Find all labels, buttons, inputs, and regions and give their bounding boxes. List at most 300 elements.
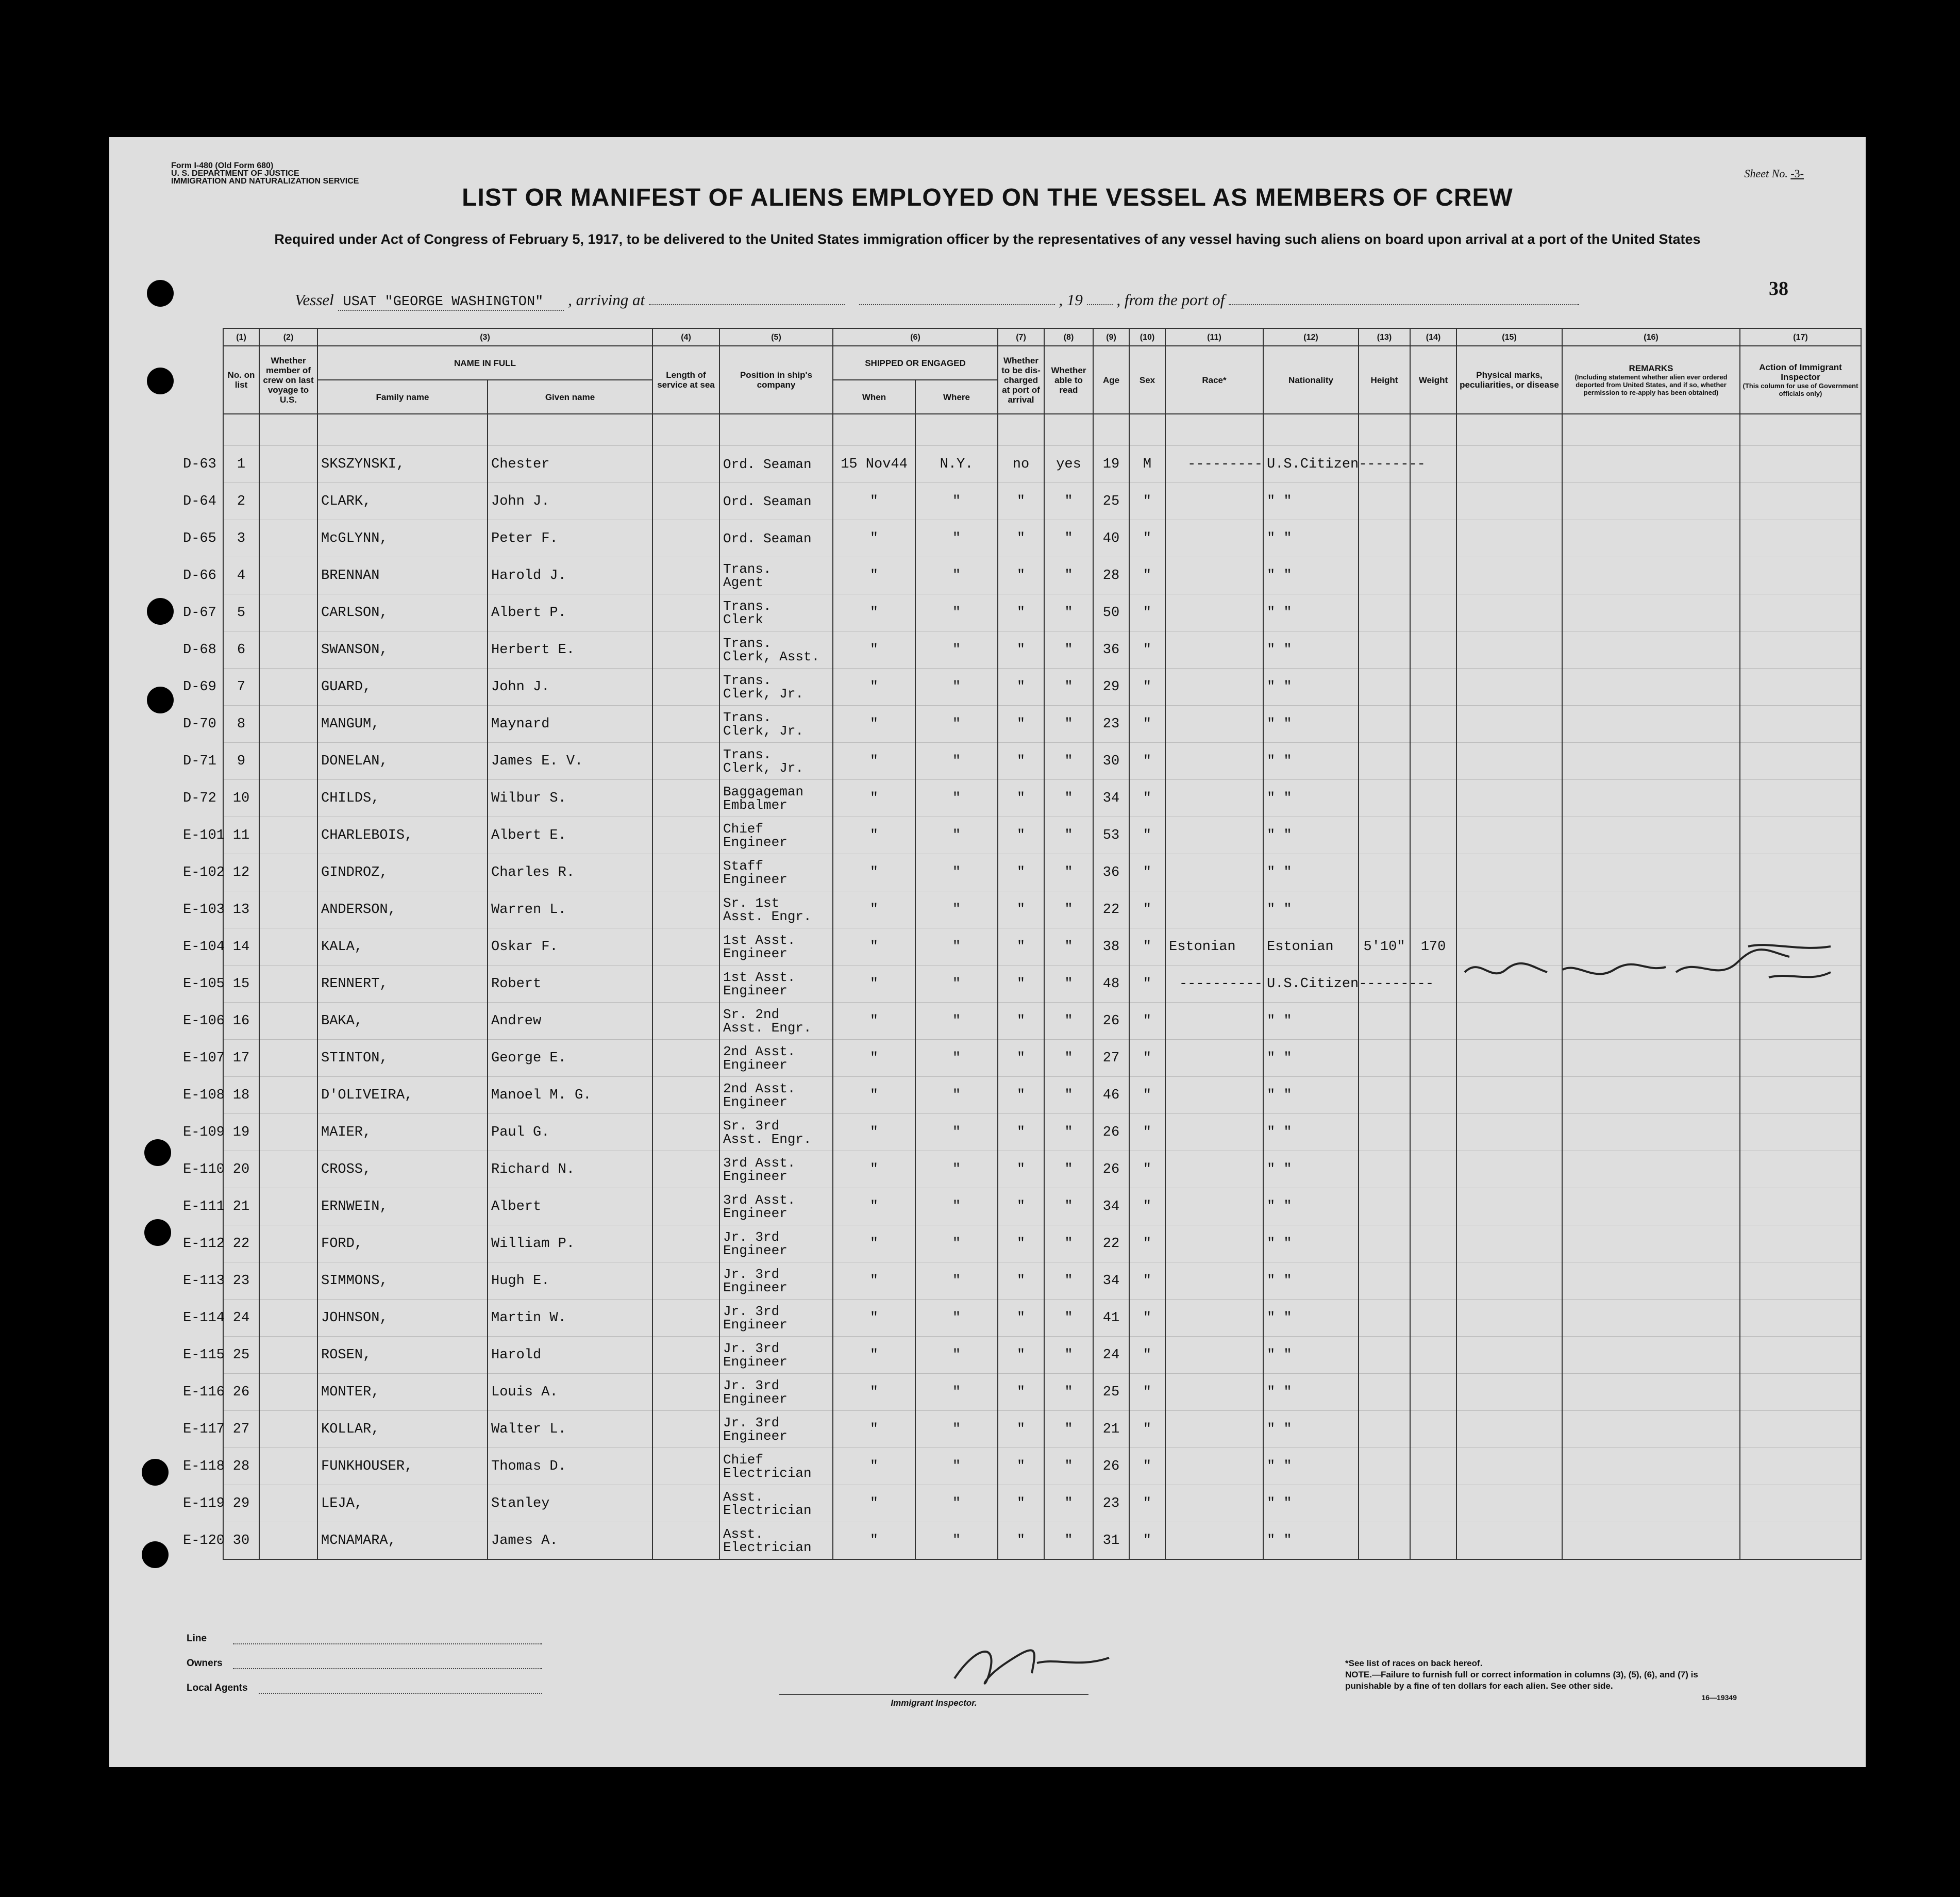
crew-row <box>183 1300 1861 1337</box>
margin-code: E-115 <box>183 1347 225 1363</box>
given-name: James A. <box>488 1522 652 1560</box>
given-name: Richard N. <box>488 1151 652 1188</box>
crew-last-voyage <box>259 594 317 631</box>
remarks <box>1562 483 1740 520</box>
agents-field <box>259 1692 542 1694</box>
weight <box>1410 1300 1456 1337</box>
footer-notes <box>1345 1658 1737 1703</box>
able-to-read: " <box>1044 1225 1093 1262</box>
shipped-when: " <box>833 1485 915 1522</box>
crew-last-voyage <box>259 669 317 706</box>
inspector-action <box>1740 780 1861 817</box>
sex: " <box>1129 594 1165 631</box>
height <box>1359 1188 1410 1225</box>
family-name: CHILDS, <box>317 780 488 817</box>
given-name: Herbert E. <box>488 631 652 669</box>
age: 26 <box>1093 1151 1129 1188</box>
remarks <box>1562 1374 1740 1411</box>
handwritten-remark-row-14 <box>1460 941 1841 998</box>
remarks <box>1562 520 1740 557</box>
able-to-read: " <box>1044 1300 1093 1337</box>
physical-marks <box>1456 854 1562 891</box>
header-action <box>1740 346 1861 414</box>
given-name: Harold J. <box>488 557 652 594</box>
sex: " <box>1129 817 1165 854</box>
row-number: 7 <box>223 669 259 706</box>
age: 22 <box>1093 891 1129 928</box>
remarks <box>1562 1337 1740 1374</box>
header-sex: Sex <box>1129 346 1165 414</box>
inspector-action <box>1740 669 1861 706</box>
position-line-1: Trans. <box>723 561 772 577</box>
crew-row <box>183 557 1861 594</box>
col-6-number: (6) <box>833 328 998 346</box>
nationality: " " <box>1263 1411 1359 1448</box>
nationality: " " <box>1263 1151 1359 1188</box>
inspector-action <box>1740 1522 1861 1560</box>
able-to-read: yes <box>1044 446 1093 483</box>
position-line-1: Jr. 3rd <box>723 1377 780 1393</box>
height <box>1359 743 1410 780</box>
able-to-read: " <box>1044 594 1093 631</box>
sex: " <box>1129 1448 1165 1485</box>
height <box>1359 1225 1410 1262</box>
punch-hole <box>142 1541 169 1568</box>
remarks <box>1562 1077 1740 1114</box>
age: 26 <box>1093 1448 1129 1485</box>
margin-code: E-110 <box>183 1161 225 1177</box>
crew-last-voyage <box>259 1300 317 1337</box>
length-service <box>652 817 719 854</box>
shipped-where: " <box>915 928 998 966</box>
height <box>1359 669 1410 706</box>
row-number: 3 <box>223 520 259 557</box>
position <box>719 594 833 631</box>
sex: " <box>1129 1114 1165 1151</box>
race <box>1165 631 1263 669</box>
weight <box>1410 631 1456 669</box>
row-number: 9 <box>223 743 259 780</box>
discharged: " <box>998 1485 1044 1522</box>
remarks <box>1562 594 1740 631</box>
line-label: Line <box>187 1633 207 1644</box>
row-number: 11 <box>223 817 259 854</box>
shipped-when: " <box>833 928 915 966</box>
position-line-1: 1st Asst. <box>723 969 796 985</box>
inspector-action <box>1740 1485 1861 1522</box>
remarks <box>1562 446 1740 483</box>
col-11-number: (11) <box>1165 328 1263 346</box>
physical-marks <box>1456 743 1562 780</box>
remarks <box>1562 780 1740 817</box>
row-number: 18 <box>223 1077 259 1114</box>
family-name: GUARD, <box>317 669 488 706</box>
margin-code: D-63 <box>183 456 216 472</box>
margin-code: E-117 <box>183 1421 225 1437</box>
able-to-read: " <box>1044 1411 1093 1448</box>
nationality: " " <box>1263 1262 1359 1300</box>
race: Estonian <box>1165 928 1263 966</box>
punch-hole <box>144 1219 171 1246</box>
position-line-1: Jr. 3rd <box>723 1340 780 1356</box>
age: 24 <box>1093 1337 1129 1374</box>
discharged: " <box>998 1188 1044 1225</box>
shipped-where: " <box>915 743 998 780</box>
weight <box>1410 854 1456 891</box>
header-nationality: Nationality <box>1263 346 1359 414</box>
discharged: " <box>998 669 1044 706</box>
inspector-action <box>1740 1448 1861 1485</box>
department-name: U. S. DEPARTMENT OF JUSTICE <box>171 169 299 178</box>
shipped-where: " <box>915 520 998 557</box>
margin-code: E-108 <box>183 1087 225 1103</box>
action-title: Action of Immigrant Inspector <box>1759 362 1842 382</box>
length-service <box>652 1225 719 1262</box>
shipped-where: " <box>915 1485 998 1522</box>
height <box>1359 1485 1410 1522</box>
remarks <box>1562 854 1740 891</box>
header-length-service: Length of service at sea <box>652 346 719 414</box>
service-name: IMMIGRATION AND NATURALIZATION SERVICE <box>171 177 359 186</box>
remarks <box>1562 631 1740 669</box>
margin-code: E-105 <box>183 976 225 992</box>
crew-last-voyage <box>259 743 317 780</box>
shipped-where: " <box>915 1077 998 1114</box>
height <box>1359 1448 1410 1485</box>
sex: " <box>1129 1003 1165 1040</box>
weight <box>1410 483 1456 520</box>
crew-row <box>183 594 1861 631</box>
crew-row <box>183 520 1861 557</box>
header-spacer-row <box>183 414 1861 446</box>
physical-marks <box>1456 706 1562 743</box>
shipped-when: " <box>833 1522 915 1560</box>
col-8-number: (8) <box>1044 328 1093 346</box>
weight <box>1410 1374 1456 1411</box>
col-5-number: (5) <box>719 328 833 346</box>
length-service <box>652 1077 719 1114</box>
shipped-when: " <box>833 891 915 928</box>
height <box>1359 520 1410 557</box>
position-line-2: Asst. Engr. <box>723 1131 812 1147</box>
family-name: LEJA, <box>317 1485 488 1522</box>
race <box>1165 817 1263 854</box>
shipped-when: " <box>833 1448 915 1485</box>
penalty-note: NOTE.—Failure to furnish full or correct information in columns (3), (5), (6), and (7) is punishable by a fine of ten dollars for each alien. See other side. <box>1345 1670 1698 1691</box>
crew-row <box>183 706 1861 743</box>
col-9-number: (9) <box>1093 328 1129 346</box>
family-name: SKSZYNSKI, <box>317 446 488 483</box>
length-service <box>652 1374 719 1411</box>
row-number: 25 <box>223 1337 259 1374</box>
row-number: 29 <box>223 1485 259 1522</box>
length-service <box>652 1262 719 1300</box>
age: 34 <box>1093 1188 1129 1225</box>
margin-code: E-114 <box>183 1310 225 1326</box>
row-number: 16 <box>223 1003 259 1040</box>
shipped-when: " <box>833 669 915 706</box>
remarks <box>1562 1485 1740 1522</box>
given-name: Paul G. <box>488 1114 652 1151</box>
length-service <box>652 669 719 706</box>
given-name: Albert <box>488 1188 652 1225</box>
sex: " <box>1129 1337 1165 1374</box>
able-to-read: " <box>1044 1448 1093 1485</box>
row-number: 15 <box>223 966 259 1003</box>
crew-row <box>183 669 1861 706</box>
shipped-where: " <box>915 1448 998 1485</box>
height <box>1359 1522 1410 1560</box>
height <box>1359 594 1410 631</box>
given-name: Walter L. <box>488 1411 652 1448</box>
nationality: " " <box>1263 594 1359 631</box>
position <box>719 1003 833 1040</box>
age: 53 <box>1093 817 1129 854</box>
discharged: " <box>998 1040 1044 1077</box>
sex: " <box>1129 1411 1165 1448</box>
able-to-read: " <box>1044 520 1093 557</box>
inspector-action <box>1740 817 1861 854</box>
shipped-where: " <box>915 1522 998 1560</box>
family-name: ROSEN, <box>317 1337 488 1374</box>
punch-hole <box>147 280 174 307</box>
race <box>1165 557 1263 594</box>
shipped-when: " <box>833 1151 915 1188</box>
discharged: " <box>998 966 1044 1003</box>
row-number: 22 <box>223 1225 259 1262</box>
position-line-1: Chief <box>723 1452 764 1468</box>
inspector-action <box>1740 706 1861 743</box>
weight <box>1410 1114 1456 1151</box>
nationality: " " <box>1263 1114 1359 1151</box>
shipped-where: " <box>915 1188 998 1225</box>
nationality: " " <box>1263 1040 1359 1077</box>
shipped-where: " <box>915 594 998 631</box>
sex: " <box>1129 1300 1165 1337</box>
remarks <box>1562 743 1740 780</box>
race <box>1165 1448 1263 1485</box>
position-line-1: 3rd Asst. <box>723 1192 796 1208</box>
height <box>1359 891 1410 928</box>
race <box>1165 483 1263 520</box>
position-line-2: Asst. Engr. <box>723 908 812 924</box>
position-line-2: Clerk <box>723 611 764 627</box>
crew-row <box>183 854 1861 891</box>
given-name: Manoel M. G. <box>488 1077 652 1114</box>
position-line-2: Clerk, Asst. <box>723 648 820 664</box>
race <box>1165 520 1263 557</box>
length-service <box>652 1485 719 1522</box>
crew-row <box>183 1374 1861 1411</box>
height <box>1359 1337 1410 1374</box>
given-name: John J. <box>488 483 652 520</box>
weight <box>1410 594 1456 631</box>
age: 41 <box>1093 1300 1129 1337</box>
race <box>1165 1337 1263 1374</box>
age: 26 <box>1093 1003 1129 1040</box>
physical-marks <box>1456 483 1562 520</box>
sex: " <box>1129 1485 1165 1522</box>
weight <box>1410 1225 1456 1262</box>
able-to-read: " <box>1044 966 1093 1003</box>
position-line-1: Ord. Seaman <box>723 456 812 472</box>
physical-marks <box>1456 1188 1562 1225</box>
position-line-1: Ord. Seaman <box>723 493 812 509</box>
shipped-when: " <box>833 1188 915 1225</box>
race <box>1165 1485 1263 1522</box>
position-line-1: Asst. <box>723 1489 764 1505</box>
family-name: STINTON, <box>317 1040 488 1077</box>
weight <box>1410 1522 1456 1560</box>
position-line-2: Engineer <box>723 1094 788 1110</box>
position <box>719 817 833 854</box>
header-weight: Weight <box>1410 346 1456 414</box>
given-name: Stanley <box>488 1485 652 1522</box>
header-age: Age <box>1093 346 1129 414</box>
margin-code: E-103 <box>183 902 225 918</box>
discharged: " <box>998 483 1044 520</box>
margin-code: D-71 <box>183 753 216 769</box>
crew-last-voyage <box>259 891 317 928</box>
col-14-number: (14) <box>1410 328 1456 346</box>
margin-code: E-107 <box>183 1050 225 1066</box>
nationality: " " <box>1263 891 1359 928</box>
col-17-number: (17) <box>1740 328 1861 346</box>
position-line-1: Chief <box>723 821 764 837</box>
position <box>719 1040 833 1077</box>
position-line-2: Electrician <box>723 1539 812 1555</box>
sex: " <box>1129 520 1165 557</box>
shipped-when: " <box>833 1225 915 1262</box>
age: 46 <box>1093 1077 1129 1114</box>
shipped-when: " <box>833 594 915 631</box>
margin-code: D-65 <box>183 530 216 546</box>
family-name: CHARLEBOIS, <box>317 817 488 854</box>
able-to-read: " <box>1044 817 1093 854</box>
row-number: 28 <box>223 1448 259 1485</box>
crew-row <box>183 817 1861 854</box>
position-line-1: Jr. 3rd <box>723 1415 780 1430</box>
position-line-2: Engineer <box>723 1057 788 1073</box>
margin-code: E-106 <box>183 1013 225 1029</box>
physical-marks <box>1456 780 1562 817</box>
family-name: KALA, <box>317 928 488 966</box>
remarks <box>1562 817 1740 854</box>
position-line-2: Engineer <box>723 1242 788 1258</box>
age: 31 <box>1093 1522 1129 1560</box>
inspector-action <box>1740 557 1861 594</box>
row-number: 8 <box>223 706 259 743</box>
margin-code: D-66 <box>183 568 216 584</box>
vessel-line <box>295 291 1579 310</box>
action-note: (This column for use of Government officials only) <box>1743 382 1858 397</box>
age: 23 <box>1093 706 1129 743</box>
margin-code: E-119 <box>183 1495 225 1511</box>
nationality: " " <box>1263 743 1359 780</box>
margin-code: E-104 <box>183 939 225 955</box>
row-number: 13 <box>223 891 259 928</box>
page-number: 38 <box>1769 278 1788 299</box>
crew-row <box>183 1262 1861 1300</box>
given-name: George E. <box>488 1040 652 1077</box>
physical-marks <box>1456 1448 1562 1485</box>
height <box>1359 631 1410 669</box>
given-name: Maynard <box>488 706 652 743</box>
length-service <box>652 706 719 743</box>
family-name: D'OLIVEIRA, <box>317 1077 488 1114</box>
row-number: 4 <box>223 557 259 594</box>
sex: " <box>1129 483 1165 520</box>
shipped-where: " <box>915 1225 998 1262</box>
age: 48 <box>1093 966 1129 1003</box>
race <box>1165 743 1263 780</box>
col-15-number: (15) <box>1456 328 1562 346</box>
shipped-when: " <box>833 483 915 520</box>
discharged: no <box>998 446 1044 483</box>
remarks-title: REMARKS <box>1629 363 1673 373</box>
given-name: Harold <box>488 1337 652 1374</box>
weight <box>1410 706 1456 743</box>
able-to-read: " <box>1044 1337 1093 1374</box>
nationality: " " <box>1263 706 1359 743</box>
margin-code: E-116 <box>183 1384 225 1400</box>
nationality: Estonian <box>1263 928 1359 966</box>
line-field <box>233 1642 542 1644</box>
punch-hole <box>147 368 174 394</box>
length-service <box>652 1188 719 1225</box>
position <box>719 669 833 706</box>
age: 30 <box>1093 743 1129 780</box>
inspector-action <box>1740 854 1861 891</box>
race: ---------- <box>1165 966 1263 1003</box>
length-service <box>652 1151 719 1188</box>
position <box>719 743 833 780</box>
discharged: " <box>998 1262 1044 1300</box>
shipped-where: N.Y. <box>915 446 998 483</box>
position-line-1: 2nd Asst. <box>723 1080 796 1096</box>
age: 26 <box>1093 1114 1129 1151</box>
col-13-number: (13) <box>1359 328 1410 346</box>
sheet-label: Sheet No. <box>1744 167 1788 180</box>
margin-code: D-70 <box>183 716 216 732</box>
discharged: " <box>998 817 1044 854</box>
inspector-action <box>1740 1003 1861 1040</box>
col-1-number: (1) <box>223 328 259 346</box>
position-line-1: Ord. Seaman <box>723 530 812 546</box>
race <box>1165 780 1263 817</box>
physical-marks <box>1456 891 1562 928</box>
race <box>1165 1151 1263 1188</box>
length-service <box>652 891 719 928</box>
age: 28 <box>1093 557 1129 594</box>
crew-last-voyage <box>259 1040 317 1077</box>
crew-last-voyage <box>259 446 317 483</box>
discharged: " <box>998 928 1044 966</box>
print-code: 16—19349 <box>1701 1693 1737 1702</box>
header-physical-marks: Physical marks, peculiarities, or disease <box>1456 346 1562 414</box>
position-line-1: Jr. 3rd <box>723 1229 780 1245</box>
family-name: SIMMONS, <box>317 1262 488 1300</box>
year-label: , 19 <box>1059 291 1083 309</box>
length-service <box>652 520 719 557</box>
age: 25 <box>1093 483 1129 520</box>
crew-last-voyage <box>259 1337 317 1374</box>
race <box>1165 854 1263 891</box>
form-identifier <box>171 162 359 185</box>
nationality: " " <box>1263 631 1359 669</box>
from-port-label: , from the port of <box>1116 291 1225 309</box>
race <box>1165 1188 1263 1225</box>
